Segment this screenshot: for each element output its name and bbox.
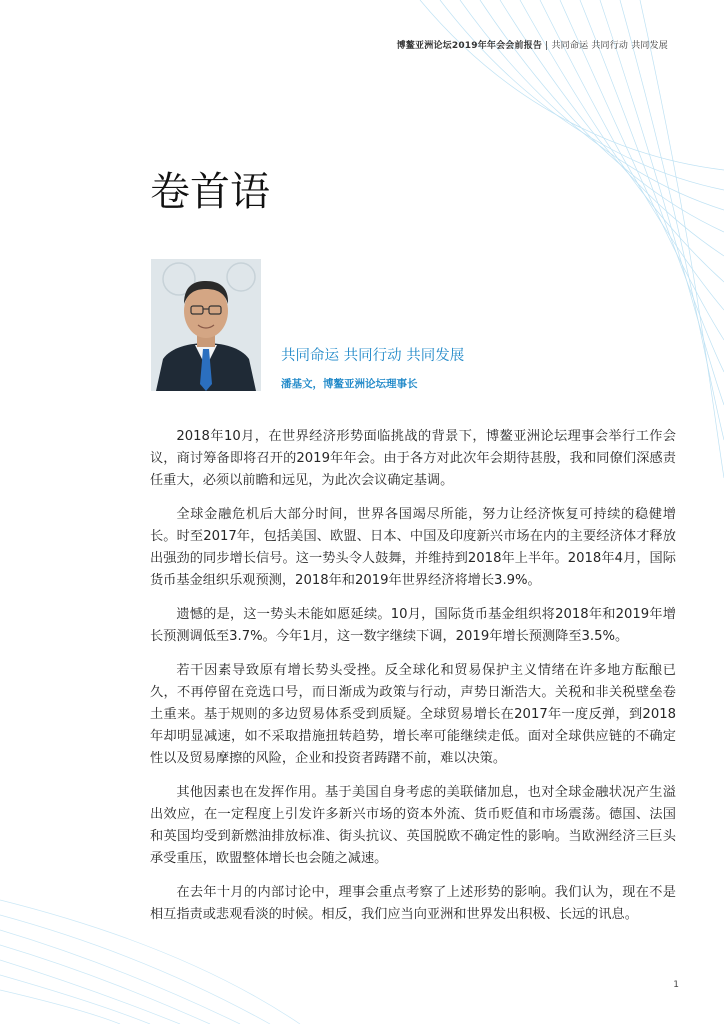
- paragraph: 若干因素导致原有增长势头受挫。反全球化和贸易保护主义情绪在许多地方酝酿已久，不再停留在竞选口号，而日渐成为政策与行动，声势日渐浩大。关税和非关税壁垒卷土重来。基于规则的多边贸易体系受到质疑。全球贸易增长在2017年一度反弹，到2018年却明显减速，如不采取措施扭转趋势，增长率可能继续走低。面对全球供应链的不确定性以及贸易摩擦的风险，企业和投资者踌躇不前，难以决策。: [150, 663, 676, 766]
- paragraph: 在去年十月的内部讨论中，理事会重点考察了上述形势的影响。我们认为，现在不是相互指责或悲观看淡的时候。相反，我们应当向亚洲和世界发出积极、长远的讯息。: [150, 885, 676, 922]
- paragraph: 全球金融危机后大部分时间，世界各国竭尽所能，努力让经济恢复可持续的稳健增长。时至2017年，包括美国、欧盟、日本、中国及印度新兴市场在内的主要经济体才释放出强劲的同步增长信号。这一势头令人鼓舞，并维持到2018年上半年。2018年4月，国际货币基金组织乐观预测，2018年和2019年世界经济将增长3.9%。: [150, 507, 676, 588]
- page-number: 1: [673, 980, 679, 990]
- author-line: 潘基文，博鳌亚洲论坛理事长: [281, 378, 418, 390]
- paragraph: 2018年10月，在世界经济形势面临挑战的背景下，博鳌亚洲论坛理事会举行工作会议，商讨筹备即将召开的2019年年会。由于各方对此次年会期待甚殷，我和同僚们深感责任重大，必须以前瞻和远见，为此次会议确定基调。: [150, 429, 676, 488]
- portrait-photo: [151, 259, 261, 391]
- running-header: [397, 38, 668, 51]
- report-title: 博鳌亚洲论坛2019年年会会前报告: [396, 41, 543, 51]
- paragraph: 其他因素也在发挥作用。基于美国自身考虑的美联储加息，也对全球金融状况产生溢出效应，在一定程度上引发许多新兴市场的资本外流、货币贬值和市场震荡。德国、法国和英国均受到新燃油排放标准、街头抗议、英国脱欧不确定性的影响。当欧洲经济三巨头承受重压，欧盟整体增长也会随之减速。: [150, 785, 676, 866]
- header-separator: |: [545, 41, 549, 51]
- paragraph: 遗憾的是，这一势头未能如愿延续。10月，国际货币基金组织将2018年和2019年增长预测调低至3.7%。今年1月，这一数字继续下调，2019年增长预测降至3.5%。: [150, 607, 676, 644]
- subtitle: 共同命运 共同行动 共同发展: [281, 348, 465, 364]
- portrait-icon: [151, 259, 261, 391]
- header-slogan: 共同命运 共同行动 共同发展: [551, 41, 668, 51]
- page-title: 卷首语: [150, 169, 270, 215]
- body-text: [150, 426, 676, 938]
